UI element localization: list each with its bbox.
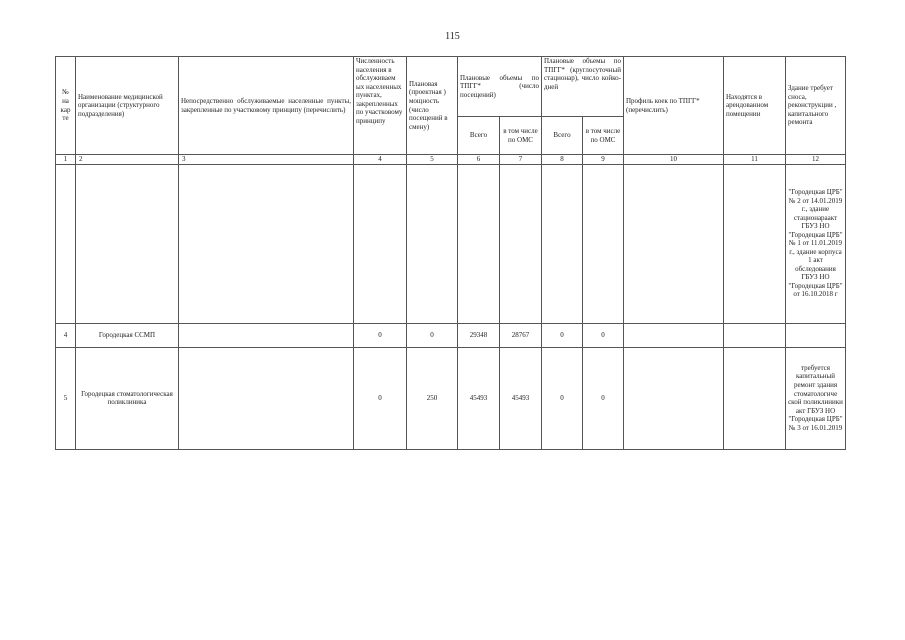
population-cell bbox=[354, 164, 407, 323]
col-number: 10 bbox=[624, 155, 724, 165]
row-number: 5 bbox=[56, 347, 76, 449]
header-visits-volume: Плановые объемы по ТПГГ* (число посещений) bbox=[458, 57, 542, 117]
col-number: 8 bbox=[542, 155, 583, 165]
header-total-beds: Всего bbox=[542, 117, 583, 155]
bed-profile-cell bbox=[624, 347, 724, 449]
rebuild-note bbox=[786, 323, 846, 347]
rented-cell bbox=[724, 323, 786, 347]
beds-total-cell bbox=[542, 164, 583, 323]
beds-oms-cell: 0 bbox=[583, 347, 624, 449]
table-row bbox=[56, 323, 846, 347]
organization-name: Городецкая стоматологическая поликлиника bbox=[76, 347, 179, 449]
settlements-cell bbox=[179, 347, 354, 449]
header-rented: Находятся в арендованном помещении bbox=[724, 57, 786, 155]
page-number: 115 bbox=[445, 31, 460, 42]
rented-cell bbox=[724, 347, 786, 449]
header-settlements: Непосредственно обслуживаемые населенные пункты, закрепленные по участковому принципу (перечислить) bbox=[179, 57, 354, 155]
settlements-cell bbox=[179, 164, 354, 323]
organization-name bbox=[76, 164, 179, 323]
capacity-cell bbox=[407, 164, 458, 323]
table-row bbox=[56, 347, 846, 449]
beds-total-cell: 0 bbox=[542, 347, 583, 449]
header-capacity: Плановая (проектная ) мощность (число посещений в смену) bbox=[407, 57, 458, 155]
visits-oms-cell: 45493 bbox=[500, 347, 542, 449]
header-bed-profile: Профиль коек по ТПГГ* (перечислить) bbox=[624, 57, 724, 155]
col-number: 11 bbox=[724, 155, 786, 165]
rebuild-note: требуется капитальный ремонт здания стоматологиче ской поликлиники акт ГБУЗ НО "Городецкая ЦРБ" № 3 от 16.01.2019 bbox=[786, 347, 846, 449]
beds-oms-cell: 0 bbox=[583, 323, 624, 347]
rented-cell bbox=[724, 164, 786, 323]
capacity-cell: 0 bbox=[407, 323, 458, 347]
col-number: 2 bbox=[76, 155, 179, 165]
col-number: 3 bbox=[179, 155, 354, 165]
organization-name: Городецкая ССМП bbox=[76, 323, 179, 347]
header-oms-beds: в том числе по ОМС bbox=[583, 117, 624, 155]
col-number: 7 bbox=[500, 155, 542, 165]
table-row bbox=[56, 164, 846, 323]
header-total-visits: Всего bbox=[458, 117, 500, 155]
col-number: 1 bbox=[56, 155, 76, 165]
col-number: 6 bbox=[458, 155, 500, 165]
population-cell: 0 bbox=[354, 323, 407, 347]
header-oms-visits: в том числе по ОМС bbox=[500, 117, 542, 155]
header-organization: Наименование медицинской организации (структурного подразделения) bbox=[76, 57, 179, 155]
capacity-cell: 250 bbox=[407, 347, 458, 449]
row-number: 4 bbox=[56, 323, 76, 347]
bed-profile-cell bbox=[624, 164, 724, 323]
facilities-table bbox=[55, 56, 846, 450]
rebuild-note: "Городецкая ЦРБ" № 2 от 14.01.2019 г., здание стационараакт ГБУЗ НО "Городецкая ЦРБ" № 1 от 11.01.2019 г., здание корпуса 1 акт обследования ГБУЗ НО "Городецкая ЦРБ" от 16.10.2018 г bbox=[786, 164, 846, 323]
col-number: 4 bbox=[354, 155, 407, 165]
row-number bbox=[56, 164, 76, 323]
header-rebuild: Здание требует сноса, реконструкции , капитального ремонта bbox=[786, 57, 846, 155]
population-cell: 0 bbox=[354, 347, 407, 449]
beds-total-cell: 0 bbox=[542, 323, 583, 347]
bed-profile-cell bbox=[624, 323, 724, 347]
visits-total-cell: 45493 bbox=[458, 347, 500, 449]
visits-oms-cell: 28767 bbox=[500, 323, 542, 347]
col-number: 5 bbox=[407, 155, 458, 165]
beds-oms-cell bbox=[583, 164, 624, 323]
header-bed-days-volume: Плановые объемы по ТПГГ* (круглосуточный стационар), число койко-дней bbox=[542, 57, 624, 117]
visits-total-cell bbox=[458, 164, 500, 323]
header-number: № на кар те bbox=[56, 57, 76, 155]
col-number: 9 bbox=[583, 155, 624, 165]
header-population: Численность населения в обслуживаем ых населенных пунктах, закрепленных по участковому принципу bbox=[354, 57, 407, 155]
settlements-cell bbox=[179, 323, 354, 347]
visits-oms-cell bbox=[500, 164, 542, 323]
column-number-row bbox=[56, 155, 846, 165]
visits-total-cell: 29348 bbox=[458, 323, 500, 347]
col-number: 12 bbox=[786, 155, 846, 165]
